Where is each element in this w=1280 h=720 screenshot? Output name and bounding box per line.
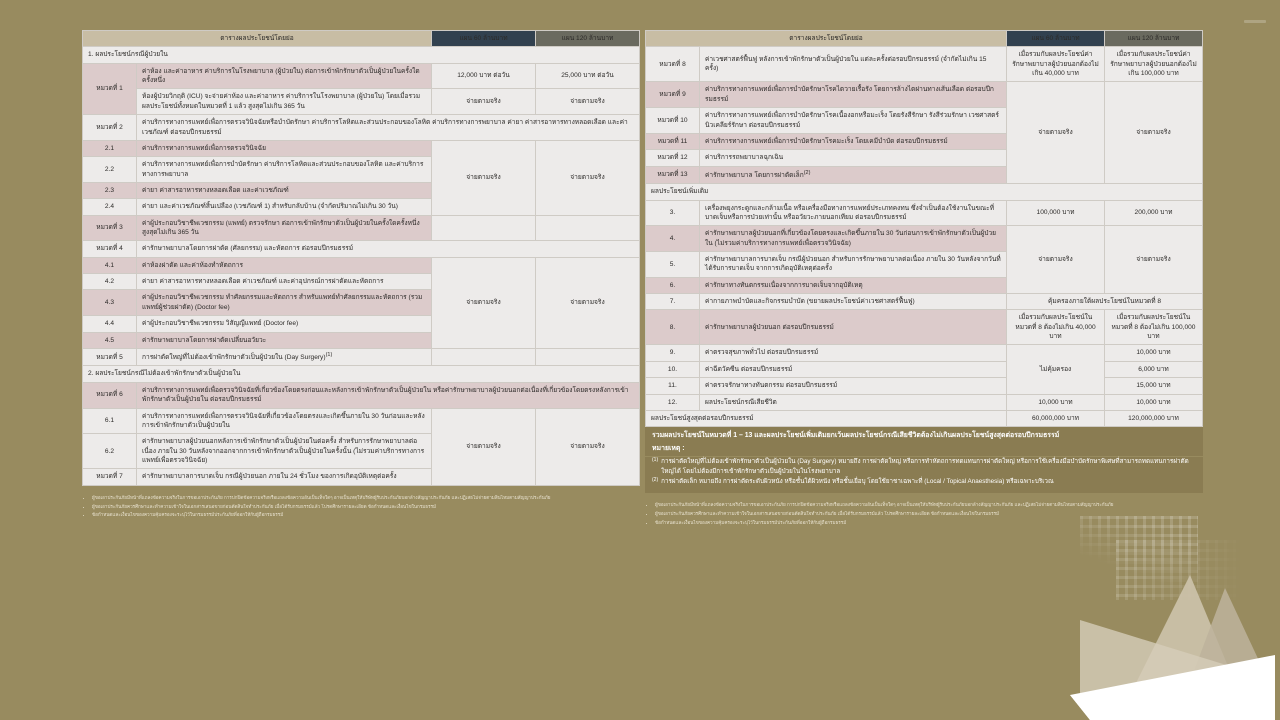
row-number: 2.1 <box>83 140 137 156</box>
benefit-text: ผลประโยชน์กรณีเสียชีวิต <box>700 394 1007 410</box>
value-plan60: 10,000 บาท <box>1007 394 1105 410</box>
row-number: 2.3 <box>83 182 137 198</box>
value-plan120: จ่ายตามจริง <box>1105 82 1203 184</box>
value-plan60: จ่ายตามจริง <box>432 408 536 485</box>
section-header-row <box>646 184 1203 200</box>
note-marker: (1) <box>652 456 659 463</box>
category-2-heading: ค่าบริการทางการแพทย์เพื่อการตรวจวินิจฉัยหรือบำบัดรักษา ค่าบริการโลหิตและส่วนประกอบของโลหิต ค่าบริการทางการพยาบาล ค่ายา ค่าสารอาหารทางหลอดเลือด และค่าเวชภัณฑ์ ต่อรอบปีกรมธรรม์ <box>137 115 640 141</box>
category-10-label: หมวดที่ 10 <box>646 108 700 134</box>
table-row <box>83 408 640 434</box>
value-plan120: จ่ายตามจริง <box>536 257 640 348</box>
value-combined: คุ้มครองภายใต้ผลประโยชน์ในหมวดที่ 8 <box>1007 294 1203 310</box>
table-row <box>83 382 640 408</box>
row-number: 5. <box>646 251 700 277</box>
value-plan120: จ่ายตามจริง <box>536 89 640 115</box>
header-plan-120: แผน 120 ล้านบาท <box>1105 31 1203 47</box>
table-header-row <box>646 31 1203 47</box>
benefit-text: ค่าตรวจรักษาทางทันตกรรม ต่อรอบปีกรมธรรม์ <box>700 378 1007 394</box>
footnote-ref: (2) <box>803 169 811 176</box>
row-number: 4. <box>646 226 700 252</box>
category-8-label: หมวดที่ 8 <box>646 47 700 82</box>
benefit-text: ค่าเวชศาสตร์ฟื้นฟู หลังการเข้าพักรักษาตัวเป็นผู้ป่วยใน แต่ละครั้งต่อรอบปีกรมธรรม์ (จำกัดไม่เกิน 15 ครั้ง) <box>700 47 1007 82</box>
category-4-label: หมวดที่ 4 <box>83 241 137 257</box>
row-number: 10. <box>646 361 700 377</box>
table-row <box>83 140 640 156</box>
benefit-text: ค่าบริการรถพยาบาลฉุกเฉิน <box>700 150 1007 166</box>
category-7-label: หมวดที่ 7 <box>83 469 137 485</box>
benefit-text: ค่ารักษาพยาบาลการบาดเจ็บ กรณีผู้ป่วยนอก สำหรับการรักษาพยาบาลต่อเนื่อง ภายใน 30 วันหลังจากวันที่ได้รับการบาดเจ็บ จากการเกิดอุบัติเหตุต่อครั้ง <box>700 251 1007 277</box>
header-title: ตารางผลประโยชน์โดยย่อ <box>83 31 432 47</box>
table-row <box>83 241 640 257</box>
footnote-item: • ข้อกำหนดและเงื่อนไขของความคุ้มครองจะระบุไว้ในกรมธรรม์ประกันภัยที่ออกให้กับผู้ถือกรมธรรม์ <box>92 512 640 519</box>
category-6-label: หมวดที่ 6 <box>83 382 137 408</box>
table-row <box>646 361 1203 377</box>
row-number: 7. <box>646 294 700 310</box>
benefit-text: ค่าบริการทางการแพทย์เพื่อการบำบัดรักษา ค่าบริการโลหิตและส่วนประกอบของโลหิต และค่าบริการทางการพยาบาล <box>137 157 432 183</box>
value-plan60: จ่ายตามจริง <box>1007 82 1105 184</box>
value-plan120: เมื่อรวมกับผลประโยชน์ค่ารักษาพยาบาลผู้ป่วยนอกต้องไม่เกิน 100,000 บาท <box>1105 47 1203 82</box>
row-number: 6.1 <box>83 408 137 434</box>
row-number: 2.2 <box>83 157 137 183</box>
notes-label: หมายเหตุ : <box>652 444 685 452</box>
row-number: 6. <box>646 277 700 293</box>
benefit-text: ค่ารักษาพยาบาลโดยการผ่าตัดเปลี่ยนอวัยวะ <box>137 332 432 348</box>
benefit-text: ค่าผู้ประกอบวิชาชีพเวชกรรม วิสัญญีแพทย์ (Doctor fee) <box>137 316 432 332</box>
benefit-text: ค่าผู้ประกอบวิชาชีพเวชกรรม (แพทย์) ตรวจรักษา ต่อการเข้าพักรักษาตัวเป็นผู้ป่วยในครั้งใดครั้งหนึ่ง สูงสุดไม่เกิน 365 วัน <box>137 215 432 241</box>
benefit-text: ค่าบริการทางการแพทย์เพื่อการตรวจวินิจฉัย <box>137 140 432 156</box>
table-row <box>83 115 640 141</box>
category-1-label: หมวดที่ 1 <box>83 63 137 114</box>
value-plan120: จ่ายตามจริง <box>536 140 640 215</box>
note-text: การผ่าตัดเล็ก หมายถึง การผ่าตัดระดับผิวหนัง หรือชั้นใต้ผิวหนัง หรือชั้นเยื่อบุ โดยใช้ยาชาเฉพาะที่ (Local / Topical Anaesthesia) หรือเฉพาะบริเวณ <box>661 478 1054 486</box>
category-12-label: หมวดที่ 12 <box>646 150 700 166</box>
value-plan60: จ่ายตามจริง <box>432 89 536 115</box>
benefit-text: ค่ารักษาทางทันตกรรมเนื่องจากการบาดเจ็บจากอุบัติเหตุ <box>700 277 1007 293</box>
benefit-text: ค่าฉีดวัคซีน ต่อรอบปีกรมธรรม์ <box>700 361 1007 377</box>
benefit-text: ค่าห้อง และค่าอาหาร ค่าบริการในโรงพยาบาล (ผู้ป่วยใน) ต่อการเข้าพักรักษาตัวเป็นผู้ป่วยในครั้งใดครั้งหนึ่ง <box>137 63 432 89</box>
table-row <box>646 310 1203 345</box>
category-11-label: หมวดที่ 11 <box>646 133 700 149</box>
note-marker: (2) <box>652 477 659 484</box>
header-title: ตารางผลประโยชน์โดยย่อ <box>646 31 1007 47</box>
header-plan-60: แผน 60 ล้านบาท <box>1007 31 1105 47</box>
right-benefits-panel <box>645 30 1203 529</box>
notes-block <box>645 457 1203 493</box>
benefit-text: ค่าบริการทางการแพทย์เพื่อการบำบัดรักษาโรคไตวายเรื้อรัง โดยการล้างไตผ่านทางเส้นเลือด ต่อรอบปีกรมธรรม์ <box>700 82 1007 108</box>
header-plan-60: แผน 60 ล้านบาท <box>432 31 536 47</box>
left-footnotes <box>82 495 640 520</box>
max-value-plan60: 60,000,000 บาท <box>1007 410 1105 426</box>
table-row <box>83 257 640 273</box>
footnote-item: • ผู้ขอเอาประกันภัยควรศึกษาและทำความเข้าใจในเอกสารเสนอขายก่อนตัดสินใจทำประกันภัย เมื่อได้รับกรมธรรม์แล้ว โปรดศึกษารายละเอียด ข้อกำหนดและเงื่อนไขในกรมธรรม์ <box>655 511 1203 518</box>
value-plan60: จ่ายตามจริง <box>432 257 536 348</box>
value-plan120: 15,000 บาท <box>1105 378 1203 394</box>
benefit-text: ค่าตรวจสุขภาพทั่วไป ต่อรอบปีกรมธรรม์ <box>700 345 1007 361</box>
left-benefits-panel <box>82 30 640 521</box>
benefit-text: ค่าบริการทางการแพทย์เพื่อการตรวจวินิจฉัยที่เกี่ยวข้องโดยตรงและเกิดขึ้นภายใน 30 วันก่อนและหลังการเข้าพักรักษาตัวเป็นผู้ป่วยใน <box>137 408 432 434</box>
category-5-label: หมวดที่ 5 <box>83 348 137 366</box>
table-row <box>83 89 640 115</box>
benefit-text: ค่ายา และค่าเวชภัณฑ์สิ้นเปลือง (เวชภัณฑ์ 1) สำหรับกลับบ้าน (จำกัดปริมาณไม่เกิน 30 วัน) <box>137 199 432 215</box>
category-6-heading: ค่าบริการทางการแพทย์เพื่อตรวจวินิจฉัยที่เกี่ยวข้องโดยตรงก่อนและหลังการเข้าพักรักษาตัวเป็นผู้ป่วยใน หรือค่ารักษาพยาบาลผู้ป่วยนอกต่อเนื่องที่เกี่ยวข้องโดยตรงหลังการเข้าพักรักษาตัวเป็นผู้ป่วยใน ต่อรอบปีกรมธรรม์ <box>137 382 640 408</box>
table-row <box>83 63 640 89</box>
row-number: 9. <box>646 345 700 361</box>
value-plan120: 200,000 บาท <box>1105 200 1203 226</box>
footnote-ref: (1) <box>325 351 333 358</box>
benefit-text: ค่ากายภาพบำบัดและกิจกรรมบำบัด (ขยายผลประโยชน์ค่าเวชศาสตร์ฟื้นฟู) <box>700 294 1007 310</box>
value-plan120: จ่ายตามจริง <box>1105 226 1203 294</box>
row-number: 6.2 <box>83 434 137 469</box>
benefit-text: ห้องผู้ป่วยวิกฤติ (ICU) จะจ่ายค่าห้อง และค่าอาหาร ค่าบริการในโรงพยาบาล (ผู้ป่วยใน) โดยเมื่อรวมผลประโยชน์ทั้งหมดในหมวดที่ 1 แล้ว สูงสุดไม่เกิน 365 วัน <box>137 89 432 115</box>
corner-mark <box>1244 20 1266 23</box>
benefit-text: ค่าผู้ประกอบวิชาชีพเวชกรรม ทำศัลยกรรมและหัตถการ สำหรับแพทย์ทำศัลยกรรมและหัตถการ (รวมแพทย์ผู้ช่วยผ่าตัด) (Doctor fee) <box>137 290 432 316</box>
footnote-item: • ข้อกำหนดและเงื่อนไขของความคุ้มครองจะระบุไว้ในกรมธรรม์ประกันภัยที่ออกให้กับผู้ถือกรมธรรม์ <box>655 520 1203 527</box>
row-number: 3. <box>646 200 700 226</box>
table-row <box>646 47 1203 82</box>
row-number: 11. <box>646 378 700 394</box>
decorative-fan-graphic <box>1070 520 1280 720</box>
category-4-heading: ค่ารักษาพยาบาลโดยการผ่าตัด (ศัลยกรรม) และหัตถการ ต่อรอบปีกรมธรรม์ <box>137 241 640 257</box>
benefit-text: ค่าบริการทางการแพทย์เพื่อการบำบัดรักษาโรคมะเร็ง โดยเคมีบำบัด ต่อรอบปีกรมธรรม์ <box>700 133 1007 149</box>
note-text: การผ่าตัดใหญ่ที่ไม่ต้องเข้าพักรักษาตัวเป็นผู้ป่วยใน (Day Surgery) หมายถึง การผ่าตัดใหญ่ หรือการทำหัตถการทดแทนการผ่าตัดใหญ่ หรือการใช้เครื่องมือบำบัดรักษาพิเศษที่สามารถทดแทนการผ่าตัดใหญ่ได้ โดยไม่ต้องมีการเข้าพักรักษาตัวเป็นผู้ป่วยในในโรงพยาบาล <box>661 457 1189 475</box>
table-row <box>83 348 640 366</box>
left-benefits-table <box>82 30 640 486</box>
benefit-text: ค่ารักษาพยาบาลผู้ป่วยนอก ต่อรอบปีกรมธรรม์ <box>700 310 1007 345</box>
max-value-plan120: 120,000,000 บาท <box>1105 410 1203 426</box>
row-number: 4.2 <box>83 274 137 290</box>
row-number: 12. <box>646 394 700 410</box>
table-row <box>646 378 1203 394</box>
footnote-item: • ผู้ขอเอาประกันภัยควรศึกษาและทำความเข้าใจในเอกสารเสนอขายก่อนตัดสินใจทำประกันภัย เมื่อได้รับกรมธรรม์แล้ว โปรดศึกษารายละเอียด ข้อกำหนดและเงื่อนไขในกรมธรรม์ <box>92 504 640 511</box>
benefit-text <box>700 166 1007 184</box>
table-row <box>646 82 1203 108</box>
summary-bar <box>645 427 1203 456</box>
right-footnotes <box>645 502 1203 527</box>
benefit-text: ค่าบริการทางการแพทย์เพื่อการบำบัดรักษาโรคเนื้องอกหรือมะเร็ง โดยรังสีรักษา รังสีร่วมรักษา เวชศาสตร์นิวเคลียร์รักษา ต่อรอบปีกรมธรรม์ <box>700 108 1007 134</box>
note-line <box>652 457 1196 477</box>
value-plan60 <box>432 215 536 241</box>
row-number: 4.5 <box>83 332 137 348</box>
table-row <box>646 394 1203 410</box>
benefit-text: ค่ารักษาพยาบาลการบาดเจ็บ กรณีผู้ป่วยนอก ภายใน 24 ชั่วโมง ของการเกิดอุบัติเหตุต่อครั้ง <box>137 469 432 485</box>
row-number: 4.3 <box>83 290 137 316</box>
value-plan60: เมื่อรวมกับผลประโยชน์ในหมวดที่ 8 ต้องไม่เกิน 40,000 บาท <box>1007 310 1105 345</box>
section-header-row <box>83 366 640 382</box>
header-plan-120: แผน 120 ล้านบาท <box>536 31 640 47</box>
benefit-text: ค่ารักษาพยาบาลผู้ป่วยนอกหลังการเข้าพักรักษาตัวเป็นผู้ป่วยในต่อครั้ง สำหรับการรักษาพยาบาลต่อเนื่อง ภายใน 30 วันหลังจากออกจากการเข้าพักรักษาตัวเป็นผู้ป่วยในครั้งนั้น (ไม่รวมค่าบริการทางการแพทย์เพื่อตรวจวินิจฉัย) <box>137 434 432 469</box>
value-plan60: ไม่คุ้มครอง <box>1007 345 1105 394</box>
footnote-item: • ผู้ขอเอาประกันภัยมีหน้าที่แถลงข้อความจริงในการขอเอาประกันภัย การปกปิดข้อความจริงหรือแถลงข้อความอันเป็นเท็จใดๆ อาจเป็นเหตุให้บริษัทผู้รับประกันภัยบอกล้างสัญญาประกันภัย และปฏิเสธไม่จ่ายตามสินไหมตามสัญญาประกันภัย <box>92 495 640 502</box>
section-1-title: 1. ผลประโยชน์กรณีผู้ป่วยใน <box>83 47 640 63</box>
value-plan120: จ่ายตามจริง <box>536 408 640 485</box>
benefit-text: ค่ายา ค่าสารอาหารทางหลอดเลือด และค่าเวชภัณฑ์ <box>137 182 432 198</box>
right-benefits-table <box>645 30 1203 427</box>
value-plan60: 12,000 บาท ต่อวัน <box>432 63 536 89</box>
benefit-text: ค่ารักษาพยาบาลผู้ป่วยนอกที่เกี่ยวข้องโดยตรงและเกิดขึ้นภายใน 30 วันก่อนการเข้าพักรักษาตัวเป็นผู้ป่วยใน (ไม่รวมค่าบริการทางการแพทย์เพื่อตรวจวินิจฉัย) <box>700 226 1007 252</box>
table-row <box>646 200 1203 226</box>
category-2-label: หมวดที่ 2 <box>83 115 137 141</box>
value-plan120: 25,000 บาท ต่อวัน <box>536 63 640 89</box>
footnote-item: • ผู้ขอเอาประกันภัยมีหน้าที่แถลงข้อความจริงในการขอเอาประกันภัย การปกปิดข้อความจริงหรือแถลงข้อความอันเป็นเท็จใดๆ อาจเป็นเหตุให้บริษัทผู้รับประกันภัยบอกล้างสัญญาประกันภัย และปฏิเสธไม่จ่ายตามสินไหมตามสัญญาประกันภัย <box>655 502 1203 509</box>
table-row <box>646 345 1203 361</box>
max-benefit-row <box>646 410 1203 426</box>
benefit-text: เครื่องพยุงกระดูกและกล้ามเนื้อ หรือเครื่องมือทางการแพทย์ประเภทคงทน ซึ่งจำเป็นต้องใช้งานในขณะที่บาดเจ็บหรือการป่วยเท่านั้น หรืออวัยวะภายนอกเทียม ต่อรอบปีกรมธรรม์ <box>700 200 1007 226</box>
benefit-text: ค่ายา ค่าสารอาหารทางหลอดเลือด ค่าเวชภัณฑ์ และค่าอุปกรณ์การผ่าตัดและหัตถการ <box>137 274 432 290</box>
value-plan120: 10,000 บาท <box>1105 394 1203 410</box>
max-benefit-label: ผลประโยชน์สูงสุดต่อรอบปีกรมธรรม์ <box>646 410 1007 426</box>
benefit-text: ค่าห้องผ่าตัด และค่าห้องทำหัตถการ <box>137 257 432 273</box>
extra-benefits-title: ผลประโยชน์เพิ่มเติม <box>646 184 1203 200</box>
row-number: 4.1 <box>83 257 137 273</box>
value-plan60 <box>432 348 536 366</box>
table-header-row <box>83 31 640 47</box>
value-plan120 <box>536 348 640 366</box>
value-plan120 <box>536 215 640 241</box>
value-plan120: 10,000 บาท <box>1105 345 1203 361</box>
value-plan60: จ่ายตามจริง <box>1007 226 1105 294</box>
note-line <box>652 477 1196 487</box>
table-row <box>83 215 640 241</box>
category-13-label: หมวดที่ 13 <box>646 166 700 184</box>
row-number: 8. <box>646 310 700 345</box>
value-plan120: 6,000 บาท <box>1105 361 1203 377</box>
category-9-label: หมวดที่ 9 <box>646 82 700 108</box>
value-plan60: 100,000 บาท <box>1007 200 1105 226</box>
category-3-label: หมวดที่ 3 <box>83 215 137 241</box>
section-header-row <box>83 47 640 63</box>
value-plan120: เมื่อรวมกับผลประโยชน์ในหมวดที่ 8 ต้องไม่เกิน 100,000 บาท <box>1105 310 1203 345</box>
table-row <box>646 294 1203 310</box>
section-2-title: 2. ผลประโยชน์กรณีไม่ต้องเข้าพักรักษาตัวเป็นผู้ป่วยใน <box>83 366 640 382</box>
value-plan60: เมื่อรวมกับผลประโยชน์ค่ารักษาพยาบาลผู้ป่วยนอกต้องไม่เกิน 40,000 บาท <box>1007 47 1105 82</box>
benefit-label: ค่ารักษาพยาบาล โดยการผ่าตัดเล็ก <box>705 171 804 179</box>
table-row <box>646 226 1203 252</box>
benefit-label: การผ่าตัดใหญ่ที่ไม่ต้องเข้าพักรักษาตัวเป็นผู้ป่วยใน (Day Surgery) <box>142 354 326 362</box>
value-plan60: จ่ายตามจริง <box>432 140 536 215</box>
benefit-text <box>137 348 432 366</box>
summary-text: รวมผลประโยชน์ในหมวดที่ 1 – 13 และผลประโยชน์เพิ่มเติมยกเว้นผลประโยชน์กรณีเสียชีวิตต้องไม่เกินผลประโยชน์สูงสุดต่อรอบปีกรมธรรม์ <box>652 432 1060 440</box>
row-number: 4.4 <box>83 316 137 332</box>
row-number: 2.4 <box>83 199 137 215</box>
